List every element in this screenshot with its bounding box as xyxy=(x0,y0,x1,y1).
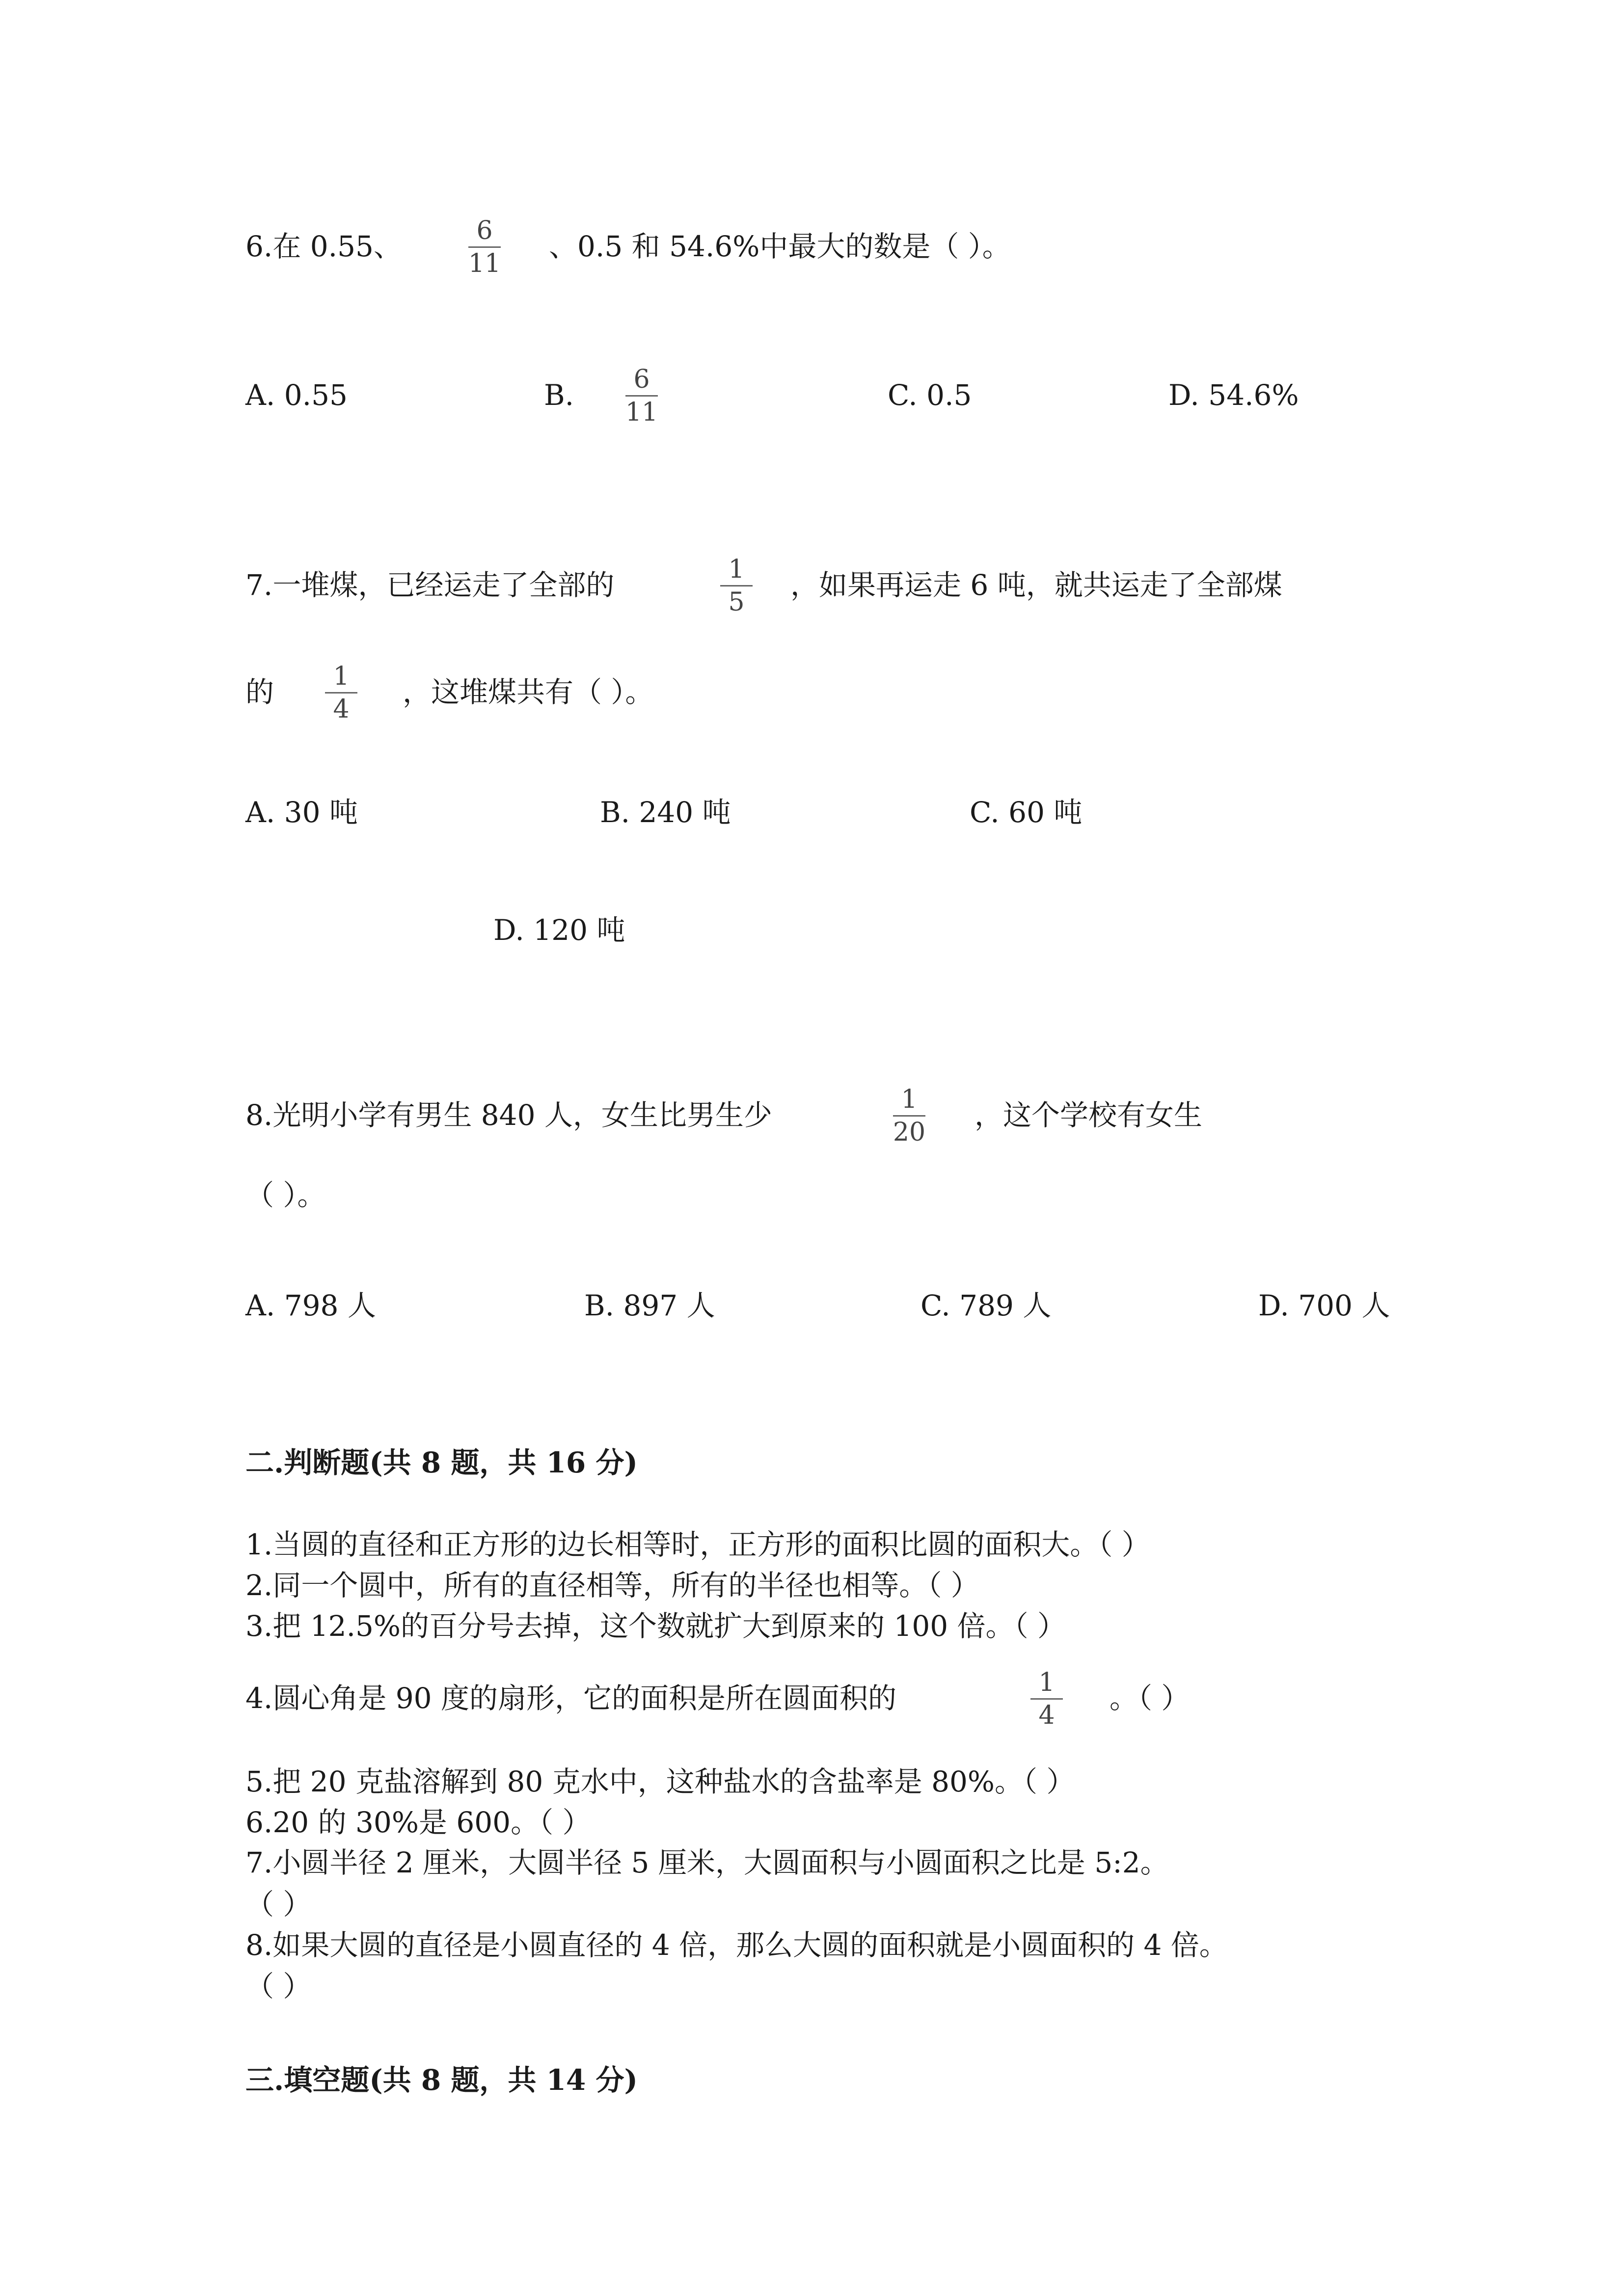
fraction-denominator: 5 xyxy=(728,587,745,617)
judge-item-3[interactable]: 3.把 12.5%的百分号去掉，这个数就扩大到原来的 100 倍。（ ） xyxy=(245,1609,1066,1643)
q8-stem-pre: 8.光明小学有男生 840 人，女生比男生少 xyxy=(245,1098,772,1132)
fraction-denominator: 11 xyxy=(625,398,658,427)
q6-stem-fraction xyxy=(458,217,512,277)
q8-option-a[interactable]: A. 798 人 xyxy=(245,1289,376,1322)
q8-option-d[interactable]: D. 700 人 xyxy=(1258,1289,1390,1322)
judge-item-8-answer[interactable]: （ ） xyxy=(245,1970,312,2003)
judge-item-5[interactable]: 5.把 20 克盐溶解到 80 克水中，这种盐水的含盐率是 80%。（ ） xyxy=(245,1765,1075,1798)
judge-item-7-answer[interactable]: （ ） xyxy=(245,1888,312,1921)
q7-stem-fraction-2 xyxy=(314,663,368,723)
fraction-denominator: 4 xyxy=(333,694,350,724)
section-heading-fill: 三.填空题(共 8 题，共 14 分) xyxy=(245,2063,638,2097)
q7-stem-line2-post: ，这堆煤共有（ ）。 xyxy=(403,675,654,709)
q8-stem-line2: （ ）。 xyxy=(245,1178,326,1212)
fraction-denominator: 4 xyxy=(1038,1701,1055,1730)
q7-stem-line2-pre: 的 xyxy=(245,675,274,709)
q6-stem-pre: 6.在 0.55、 xyxy=(245,230,402,263)
fraction-bar xyxy=(1030,1698,1063,1700)
judge-item-1[interactable]: 1.当圆的直径和正方形的边长相等时，正方形的面积比圆的面积大。（ ） xyxy=(245,1528,1150,1561)
fraction-numerator: 1 xyxy=(333,662,350,691)
judge-item-6[interactable]: 6.20 的 30%是 600。（ ） xyxy=(245,1806,591,1839)
q7-option-b[interactable]: B. 240 吨 xyxy=(600,796,731,829)
q7-stem-post: ，如果再运走 6 吨，就共运走了全部煤 xyxy=(790,568,1282,602)
judge-item-7[interactable]: 7.小圆半径 2 厘米，大圆半径 5 厘米，大圆面积与小圆面积之比是 5:2。 xyxy=(245,1846,1169,1879)
fraction-bar xyxy=(325,692,357,694)
q8-option-c[interactable]: C. 789 人 xyxy=(920,1289,1052,1322)
q6-option-a[interactable]: A. 0.55 xyxy=(245,378,348,412)
fraction-denominator: 20 xyxy=(893,1118,926,1147)
q8-stem-fraction xyxy=(882,1086,936,1146)
q6-option-b[interactable]: B. xyxy=(544,378,574,412)
fraction-bar xyxy=(720,585,753,587)
section-heading-judge: 二.判断题(共 8 题，共 16 分) xyxy=(245,1446,638,1479)
judge-item-4-fraction xyxy=(1020,1669,1074,1729)
q6-option-d[interactable]: D. 54.6% xyxy=(1168,378,1299,412)
fraction-bar xyxy=(468,246,501,248)
q8-option-b[interactable]: B. 897 人 xyxy=(584,1289,715,1322)
q7-stem-fraction-1 xyxy=(709,556,763,616)
fraction-bar xyxy=(893,1115,925,1117)
judge-item-8[interactable]: 8.如果大圆的直径是小圆直径的 4 倍，那么大圆的面积就是小圆面积的 4 倍。 xyxy=(245,1928,1228,1962)
fraction-bar xyxy=(625,395,658,397)
fraction-numerator: 1 xyxy=(1038,1668,1055,1697)
q7-option-a[interactable]: A. 30 吨 xyxy=(245,796,358,829)
judge-item-4[interactable]: 4.圆心角是 90 度的扇形，它的面积是所在圆面积的 xyxy=(245,1682,897,1715)
q6-option-c[interactable]: C. 0.5 xyxy=(888,378,972,412)
fraction-denominator: 11 xyxy=(468,249,501,278)
fraction-numerator: 6 xyxy=(476,216,493,245)
fraction-numerator: 1 xyxy=(728,555,745,584)
judge-item-2[interactable]: 2.同一个圆中，所有的直径相等，所有的半径也相等。（ ） xyxy=(245,1569,979,1602)
fraction-numerator: 1 xyxy=(901,1085,918,1114)
judge-item-4-post[interactable]: 。（ ） xyxy=(1110,1682,1190,1715)
q7-option-d[interactable]: D. 120 吨 xyxy=(493,913,625,947)
q6-option-b-fraction xyxy=(615,366,669,426)
q7-option-c[interactable]: C. 60 吨 xyxy=(970,796,1083,829)
q8-stem-post: ，这个学校有女生 xyxy=(974,1098,1203,1132)
q7-stem-pre: 7.一堆煤，已经运走了全部的 xyxy=(245,568,615,602)
q6-stem-post: 、0.5 和 54.6%中最大的数是（ ）。 xyxy=(549,230,1011,263)
fraction-numerator: 6 xyxy=(633,365,650,394)
